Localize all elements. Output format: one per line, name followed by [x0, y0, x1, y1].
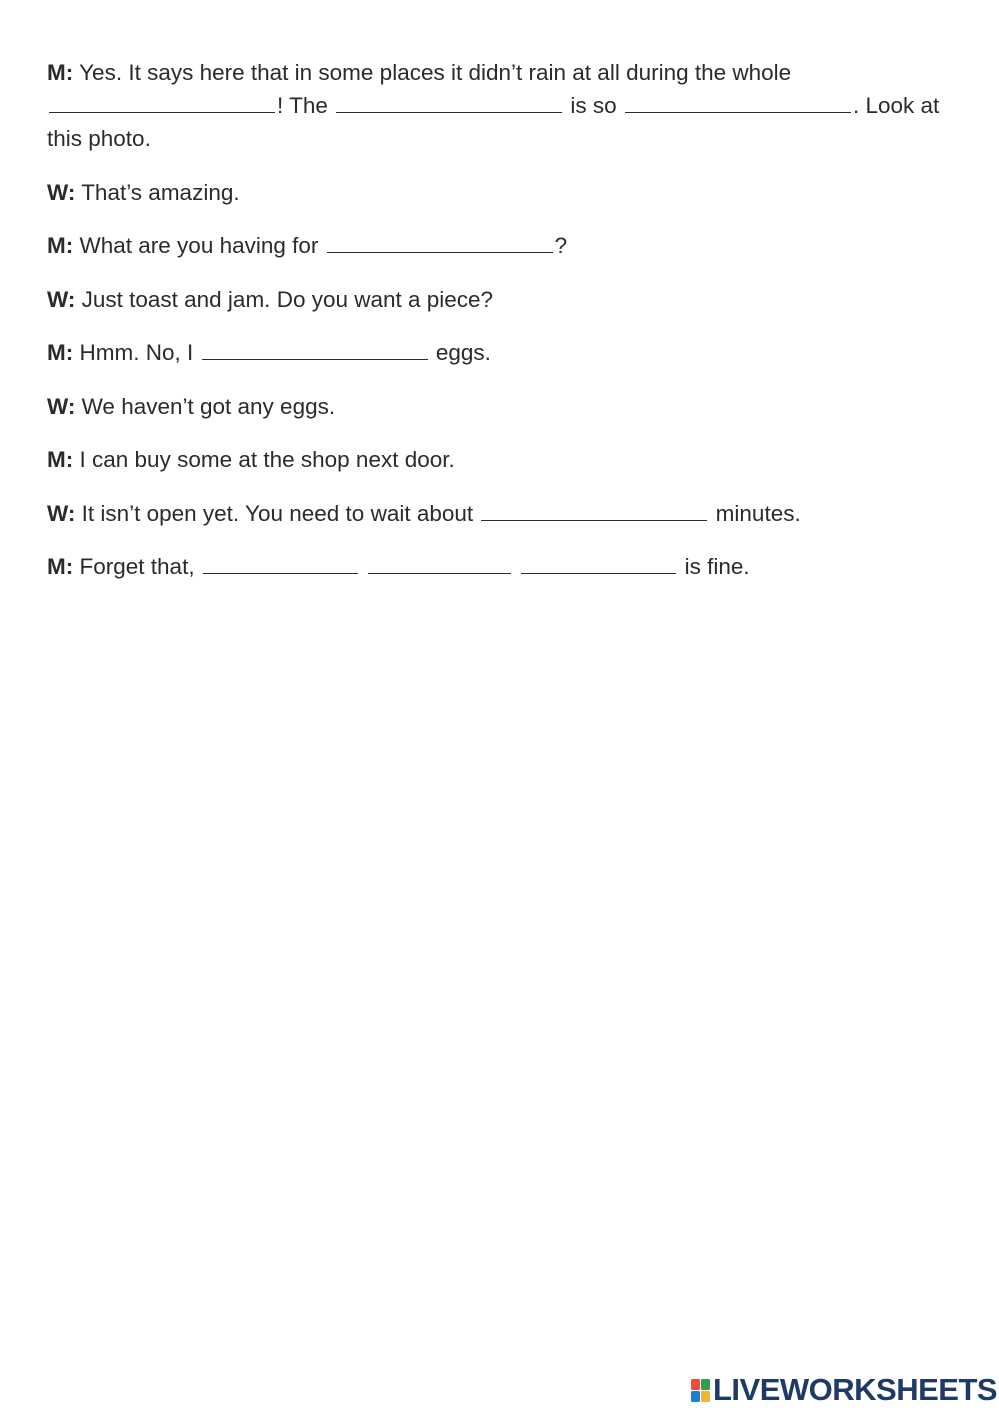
speaker-label: W:	[47, 393, 76, 419]
answer-blank-4[interactable]	[327, 232, 553, 253]
line-text: is so	[570, 93, 617, 118]
answer-blank-8[interactable]	[368, 553, 511, 574]
line-text: minutes.	[715, 500, 801, 526]
line-text: It isn’t open yet. You need to wait about	[81, 500, 474, 526]
dialogue-line-1	[47, 56, 947, 155]
line-text: Yes. It says here that in some places it didn’t rain at all during the whole	[79, 60, 792, 85]
line-text: What are you having for	[79, 233, 319, 258]
speaker-label: W:	[47, 500, 76, 526]
line-text: . Look at this photo.	[47, 93, 940, 151]
line-text: ! The	[277, 93, 328, 118]
line-text: Hmm. No, I	[79, 340, 194, 365]
answer-blank-7[interactable]	[203, 553, 358, 574]
answer-blank-1[interactable]	[49, 92, 275, 113]
line-text: eggs.	[435, 340, 491, 365]
dialogue-line-4	[47, 283, 947, 316]
dialogue-line-8	[47, 497, 947, 530]
liveworksheets-logo	[691, 1372, 998, 1407]
logo-wordmark: LIVEWORKSHEETS	[713, 1372, 998, 1407]
logo-tile	[701, 1391, 710, 1402]
logo-tile	[691, 1391, 700, 1402]
worksheet-dialogue	[47, 56, 947, 604]
speaker-label: W:	[47, 286, 76, 312]
answer-blank-9[interactable]	[521, 553, 676, 574]
dialogue-line-5	[47, 336, 947, 369]
line-text: That’s amazing.	[81, 179, 240, 205]
answer-blank-3[interactable]	[625, 92, 851, 113]
line-text: ?	[554, 233, 568, 258]
logo-tile	[691, 1379, 700, 1390]
dialogue-line-9	[47, 550, 947, 583]
line-text: We haven’t got any eggs.	[81, 393, 336, 419]
answer-blank-2[interactable]	[336, 92, 562, 113]
line-text: is fine.	[684, 554, 750, 579]
speaker-label: M:	[47, 60, 74, 85]
line-text: Forget that,	[79, 554, 195, 579]
speaker-label: M:	[47, 233, 74, 258]
answer-blank-6[interactable]	[481, 500, 707, 521]
speaker-label: M:	[47, 554, 74, 579]
dialogue-line-2	[47, 176, 947, 209]
line-text: I can buy some at the shop next door.	[79, 447, 455, 472]
speaker-label: W:	[47, 179, 76, 205]
logo-mark-icon	[691, 1379, 710, 1402]
logo-tile	[701, 1379, 710, 1390]
dialogue-line-3	[47, 229, 947, 262]
answer-blank-5[interactable]	[202, 339, 428, 360]
dialogue-line-6	[47, 390, 947, 423]
speaker-label: M:	[47, 447, 74, 472]
dialogue-line-7	[47, 443, 947, 476]
speaker-label: M:	[47, 340, 74, 365]
line-text: Just toast and jam. Do you want a piece?	[81, 286, 494, 312]
